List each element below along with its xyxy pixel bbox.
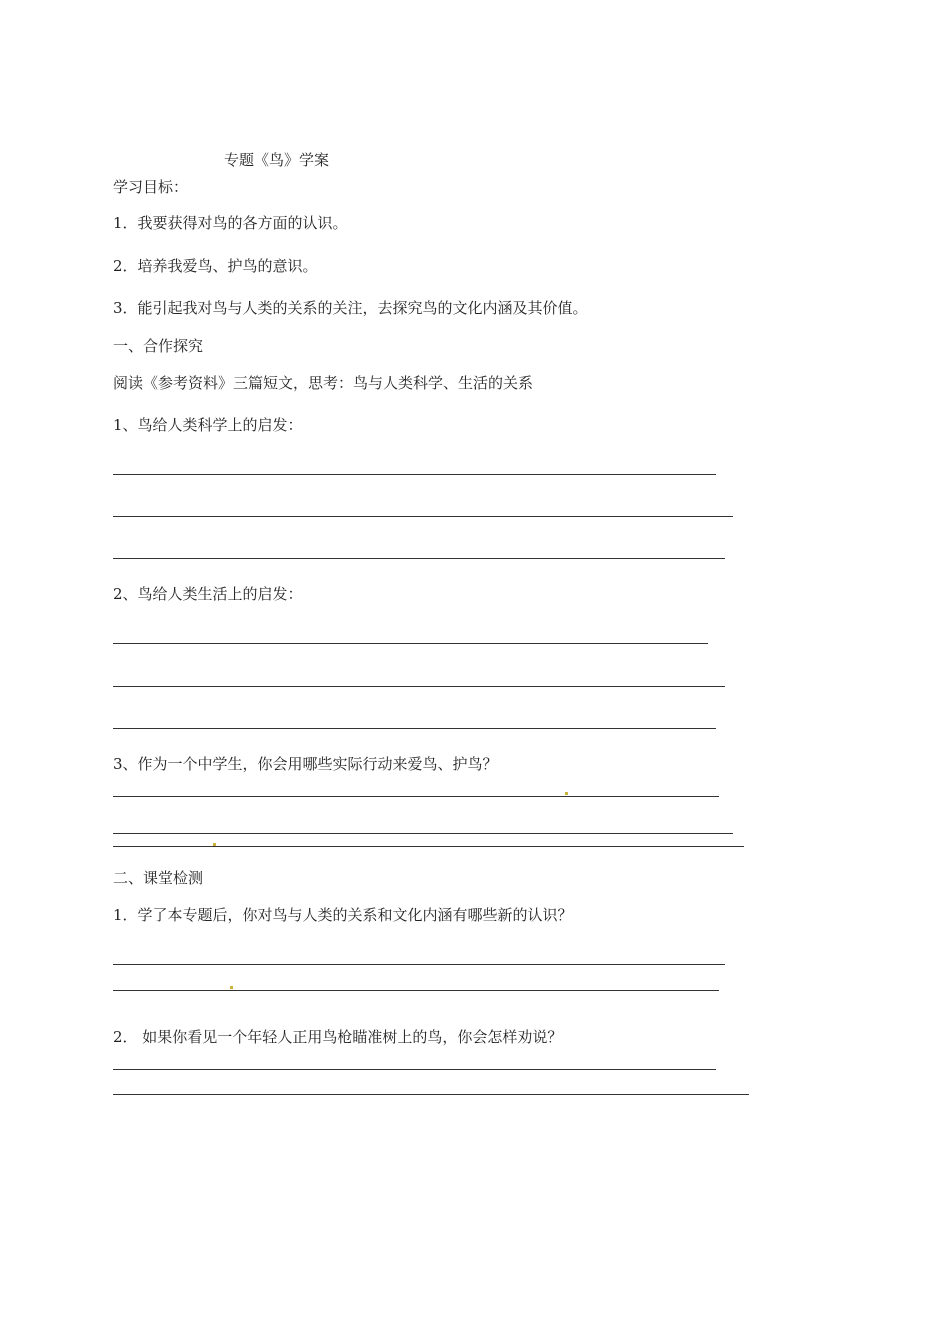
objective-item: 2．培养我爱鸟、护鸟的意识。	[113, 257, 318, 275]
section2-heading: 二、课堂检测	[113, 869, 204, 887]
objectives-heading: 学习目标：	[113, 178, 189, 196]
answer-line[interactable]	[113, 558, 725, 559]
answer-line[interactable]	[113, 796, 719, 797]
answer-line[interactable]	[113, 964, 725, 965]
objective-item: 3．能引起我对鸟与人类的关系的关注，去探究鸟的文化内涵及其价值。	[113, 299, 588, 317]
answer-line[interactable]	[113, 1094, 749, 1095]
section1-intro: 阅读《参考资料》三篇短文，思考：鸟与人类科学、生活的关系	[113, 374, 534, 392]
answer-line[interactable]	[113, 833, 733, 834]
question-text: 1、鸟给人类科学上的启发：	[113, 416, 303, 434]
answer-line[interactable]	[113, 990, 719, 991]
section1-heading: 一、合作探究	[113, 337, 204, 355]
objective-item: 1．我要获得对鸟的各方面的认识。	[113, 214, 348, 232]
question-text: 2、鸟给人类生活上的启发：	[113, 585, 303, 603]
scan-speck	[213, 843, 216, 846]
scan-speck	[230, 986, 233, 989]
answer-line[interactable]	[113, 643, 708, 644]
answer-line[interactable]	[113, 728, 716, 729]
question-text: 3、作为一个中学生，你会用哪些实际行动来爱鸟、护鸟？	[113, 755, 498, 773]
answer-line[interactable]	[113, 846, 744, 847]
answer-line[interactable]	[113, 1069, 716, 1070]
answer-line[interactable]	[113, 686, 725, 687]
answer-line[interactable]	[113, 516, 733, 517]
question-text: 2． 如果你看见一个年轻人正用鸟枪瞄准树上的鸟，你会怎样劝说？	[113, 1028, 563, 1046]
answer-line[interactable]	[113, 474, 716, 475]
scan-speck	[565, 792, 568, 795]
question-text: 1．学了本专题后，你对鸟与人类的关系和文化内涵有哪些新的认识？	[113, 906, 573, 924]
page-title: 专题《鸟》学案	[224, 151, 330, 169]
